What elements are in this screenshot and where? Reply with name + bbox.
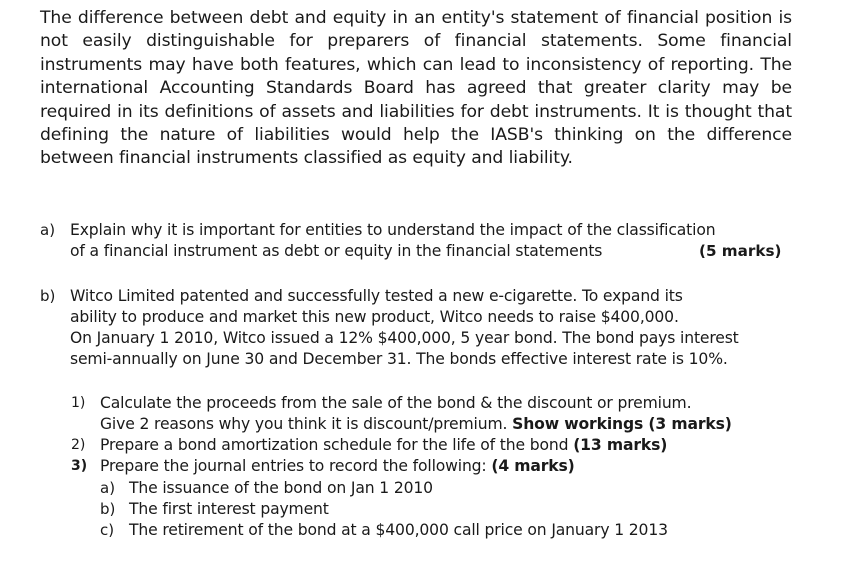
- sub3-line: [100, 456, 575, 477]
- sub3-marks: (4 marks): [491, 457, 575, 475]
- sub2-marks: (13 marks): [573, 436, 668, 454]
- sub1-line-2: [100, 414, 732, 435]
- part-b-line-1: Witco Limited patented and successfully tested a new e-cigarette. To expand its: [70, 287, 683, 305]
- sub2-line: [100, 435, 667, 456]
- sub1-marker: 1): [71, 395, 86, 411]
- sub3-marker: 3): [71, 458, 88, 474]
- part-a-marks: (5 marks): [699, 242, 782, 260]
- sub3-item-c: The retirement of the bond at a $400,000 call price on January 1 2013: [129, 521, 668, 539]
- part-a-marker: a): [40, 221, 56, 239]
- part-b-line-2: ability to produce and market this new product, Witco needs to raise $400,000.: [70, 308, 679, 326]
- sub3-item-b: The first interest payment: [129, 500, 329, 518]
- part-b-line-3: On January 1 2010, Witco issued a 12% $400,000, 5 year bond. The bond pays interest: [70, 329, 739, 347]
- intro-paragraph: The difference between debt and equity in an entity's statement of financial position is not easily distinguishable for preparers of financial statements. Some financial instruments may have both features, which can lead to inconsistency of reporting. The international Accounting Standards Board has agreed that greater clarity may be required in its definitions of assets and liabilities for debt instruments. It is thought that defining the nature of liabilities would help the IASB's thinking on the difference between financial instruments classified as equity and liability.: [40, 8, 792, 169]
- sub3-item-a: The issuance of the bond on Jan 1 2010: [129, 479, 433, 497]
- sub2-marker: 2): [71, 437, 86, 453]
- sub3-text: Prepare the journal entries to record the following:: [100, 457, 487, 475]
- sub1-marks: Show workings (3 marks): [512, 415, 732, 433]
- sub2-text: Prepare a bond amortization schedule for the life of the bond: [100, 436, 569, 454]
- part-a-line-1: Explain why it is important for entities to understand the impact of the classification: [70, 221, 716, 239]
- sub3-item-c-marker: c): [100, 521, 115, 539]
- sub1-line-2-text: Give 2 reasons why you think it is discount/premium.: [100, 415, 508, 433]
- sub3-item-a-marker: a): [100, 479, 116, 497]
- part-b-marker: b): [40, 287, 56, 305]
- sub3-item-b-marker: b): [100, 500, 116, 518]
- sub1-line-1: Calculate the proceeds from the sale of the bond & the discount or premium.: [100, 394, 692, 412]
- part-a-line-2: of a financial instrument as debt or equity in the financial statements: [70, 242, 603, 260]
- part-b-line-4: semi-annually on June 30 and December 31. The bonds effective interest rate is 10%.: [70, 350, 728, 368]
